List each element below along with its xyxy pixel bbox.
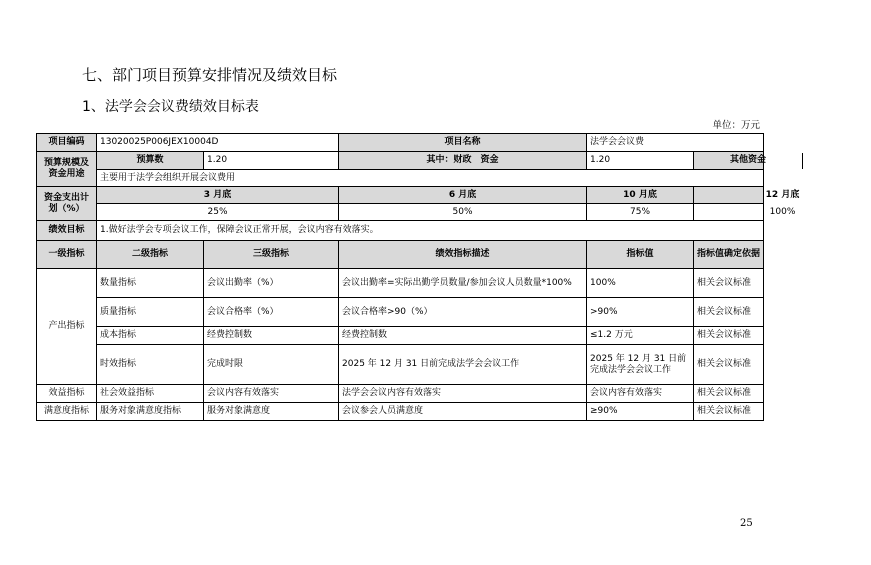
other-funds-cell (694, 152, 767, 170)
fiscal-funds-value: 1.20 (587, 152, 694, 170)
satisfaction-description: 会议参会人员满意度 (339, 403, 587, 421)
goal-label: 绩效目标 (37, 221, 97, 241)
unit-label: 单位：万元 (712, 120, 760, 131)
table-row (37, 385, 764, 403)
quantity-description: 会议出勤率=实际出勤学员数量/参加会议人员数量*100% (339, 269, 587, 298)
spending-value-q4-cell (694, 204, 796, 221)
other-funds-split (694, 153, 767, 169)
effect-value: 会议内容有效落实 (587, 385, 694, 403)
spending-value-q2: 50% (339, 204, 587, 221)
spending-value-q1: 25% (97, 204, 339, 221)
cost-level3: 经费控制数 (204, 327, 339, 345)
spending-period-q2: 6 月底 (339, 187, 587, 204)
timeliness-level2: 时效指标 (97, 345, 204, 385)
cost-basis: 相关会议标准 (694, 327, 764, 345)
quantity-level3: 会议出勤率（%） (204, 269, 339, 298)
row-spending-periods (37, 187, 764, 204)
timeliness-basis: 相关会议标准 (694, 345, 764, 385)
satisfaction-basis: 相关会议标准 (694, 403, 764, 421)
satisfaction-value: ≥90% (587, 403, 694, 421)
page-heading: 七、部门项目预算安排情况及绩效目标 (82, 66, 338, 84)
quantity-basis: 相关会议标准 (694, 269, 764, 298)
project-name-value: 法学会会议费 (587, 134, 764, 152)
table-row (37, 403, 764, 421)
row-goal (37, 221, 764, 241)
row-indicator-header (37, 241, 764, 269)
row-spending-values (37, 204, 764, 221)
effect-description: 法学会会议内容有效落实 (339, 385, 587, 403)
effect-level3: 会议内容有效落实 (204, 385, 339, 403)
quality-level3: 会议合格率（%） (204, 298, 339, 327)
quality-basis: 相关会议标准 (694, 298, 764, 327)
col-header-level1: 一级指标 (37, 241, 97, 269)
timeliness-description: 2025 年 12 月 31 日前完成法学会会议工作 (339, 345, 587, 385)
spending-period-q4: 12 月底 (765, 189, 800, 200)
performance-target-table (36, 133, 800, 421)
table-title: 1、法学会会议费绩效目标表 (82, 99, 259, 115)
col-header-basis: 指标值确定依据 (694, 241, 764, 269)
budget-amount-label: 预算数 (97, 152, 204, 170)
satisfaction-level3: 服务对象满意度 (204, 403, 339, 421)
row-project-code (37, 134, 764, 152)
spending-period-q1: 3 月底 (97, 187, 339, 204)
effect-level2: 社会效益指标 (97, 385, 204, 403)
col-header-description: 绩效指标描述 (339, 241, 587, 269)
table-row (37, 327, 764, 345)
quality-level2: 质量指标 (97, 298, 204, 327)
goal-value: 1.做好法学会专项会议工作，保障会议正常开展，会议内容有效落实。 (97, 221, 764, 241)
spending-period-q3: 10 月底 (587, 187, 694, 204)
page-number: 25 (740, 518, 753, 529)
effect-basis: 相关会议标准 (694, 385, 764, 403)
col-header-level3: 三级指标 (204, 241, 339, 269)
row-budget (37, 152, 764, 170)
budget-amount-value: 1.20 (204, 152, 339, 170)
table-row (37, 345, 764, 385)
fiscal-funds-label: 其中：财政 资金 (339, 152, 587, 170)
cost-level2: 成本指标 (97, 327, 204, 345)
col-header-value: 指标值 (587, 241, 694, 269)
timeliness-value: 2025 年 12 月 31 日前完成法学会会议工作 (587, 345, 694, 385)
spending-value-q3: 75% (587, 204, 694, 221)
satisfaction-level2: 服务对象满意度指标 (97, 403, 204, 421)
quality-description: 会议合格率>90（%） (339, 298, 587, 327)
other-funds-label: 其他资金 (694, 153, 803, 169)
timeliness-level3: 完成时限 (204, 345, 339, 385)
quality-value: >90% (587, 298, 694, 327)
satisfaction-level1: 满意度指标 (37, 403, 97, 421)
row-purpose (37, 170, 764, 187)
output-indicator-label: 产出指标 (37, 269, 97, 385)
quantity-level2: 数量指标 (97, 269, 204, 298)
purpose-value: 主要用于法学会组织开展会议费用 (97, 170, 764, 187)
project-code-label: 项目编码 (37, 134, 97, 152)
col-header-level2: 二级指标 (97, 241, 204, 269)
cost-description: 经费控制数 (339, 327, 587, 345)
effect-level1: 效益指标 (37, 385, 97, 403)
table-row (37, 298, 764, 327)
spending-period-q4-cell (694, 187, 800, 204)
budget-label: 预算规模及资金用途 (37, 152, 97, 187)
spending-value-q4: 100% (769, 206, 796, 217)
project-code-value: 13020025P006JEX10004D (97, 134, 339, 152)
spending-plan-label: 资金支出计划（%） (37, 187, 97, 221)
project-name-label: 项目名称 (339, 134, 587, 152)
quantity-value: 100% (587, 269, 694, 298)
table-row (37, 269, 764, 298)
cost-value: ≤1.2 万元 (587, 327, 694, 345)
